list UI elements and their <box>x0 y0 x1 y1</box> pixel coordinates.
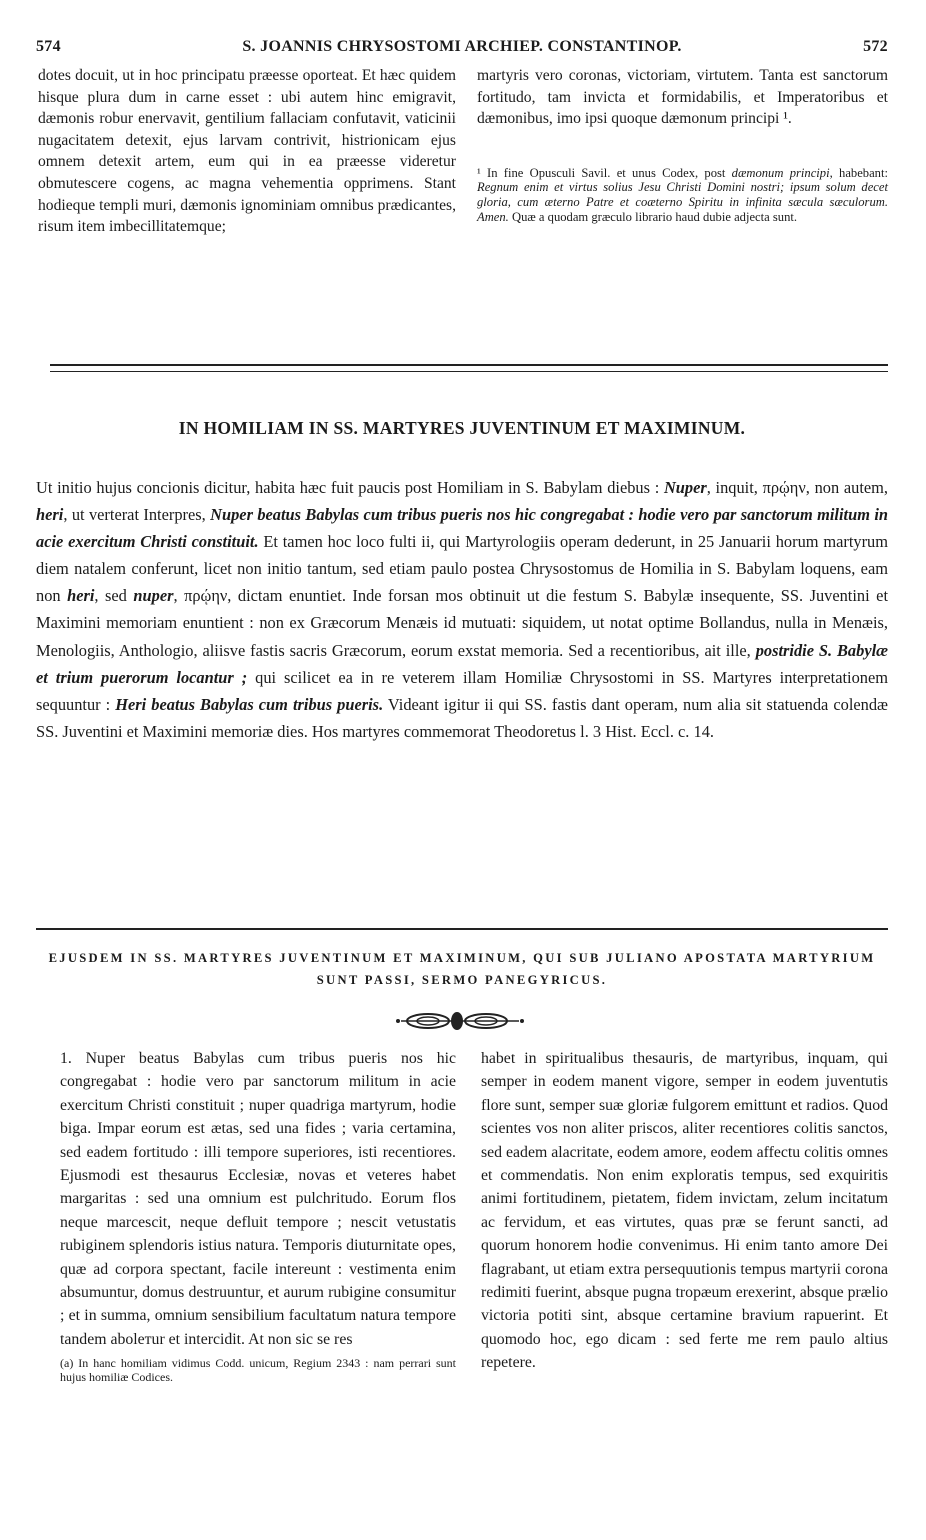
section-divider <box>36 928 888 930</box>
top-right-column <box>477 65 888 224</box>
page-number-right: 572 <box>863 38 888 55</box>
running-head <box>36 35 888 59</box>
top-footnote: ¹ In fine Opusculi Savil. et unus Codex, post dæmonum principi, habebant: Regnum enim et virtus solius Jesu Christi Domini nostri; ipsum solum decet gloria, cum æterno Patre et coæterno Spiritu in infinita sæcula sæculorum. Amen. Quæ a quodam græculo librario haud dubie adjecta sunt. <box>477 165 888 224</box>
running-title: S. JOANNIS CHRYSOSTOMI ARCHIEP. CONSTANTINOP. <box>242 38 682 55</box>
intro-paragraph: Ut initio hujus concionis dicitur, habita hæc fuit paucis post Homiliam in S. Babylam diebus : Nuper, inquit, πρῴην, non autem, heri, ut verterat Interpres, Nuper beatus Babylas cum tribus pueris nos hic congregabat : hodie vero par sanctorum militum in acie exercitum Christi constituit. Et tamen hoc loco fulti ii, qui Martyrologiis operam dederunt, in 25 Januarii horum martyrum diem natalem conferunt, licet non initio tantum, sed etiam paulo postea Chrysostomus de Homilia in S. Babylam loquens, eam non heri, sed nuper, πρῴην, dictam enuntiet. Inde forsan mos obtinuit ut die festum S. Babylæ insequente, SS. Juventini et Maximini memoriam enuntient : non ex Græcorum Menæis id mutuati: siquidem, ut notat optime Bollandus, nulla in Menæis, Menologiis, Anthologio, aliisve fastis sacris Græcorum, eorum exstat memoria. Sed a recentioribus, ait ille, postridie S. Babylæ et trium puerorum locantur ; qui scilicet ea in re veterem illam Homiliæ Chrysostomi in SS. Martyres interpretationem sequuntur : Heri beatus Babylas cum tribus pueris. Videant igitur ii qui SS. fastis dant operam, num alia sit statuenda colendæ SS. Juventini et Maximini memoriæ dies. Hos martyres commemorat Theodoretus l. 3 Hist. Eccl. c. 14. <box>36 478 889 741</box>
sermon-footnote: (a) In hanc homiliam vidimus Codd. unicum, Regium 2343 : nam perrari sunt hujus homiliæ Codices. <box>60 1356 456 1384</box>
top-left-column <box>38 65 456 238</box>
sermon-right-text: habet in spiritualibus thesauris, de martyribus, inquam, qui semper in eodem manent vigore, semper in eodem juventutis flore sunt, semper suæ gloriæ fulgorem emittunt et radios. Quod scientes vos non aliter priscos, aliter recentiores colitis sanctos, sed eadem alacritate, eodem amore, eodem affectu colitis omnes et commendatis. Non enim exploratis tempus, sed exquiritis animi fortitudinem, pietatem, fidem invictam, zelum incitatum ac fervidum, et eas virtutes, quas præ se ferunt sancti, ad quorum honorem hodie convenimus. Hi enim tanto amore Dei flagrabant, ut etiam extra persequutionis tempus martyrii corona redimiti fuerint, absque pugna tropæum erexerint, absque prælio victoria potiti sint, absque certamine bravium rapuerint. Et quomodo hoc, ego dicam : sed ferte me rem paulo altius repetere. <box>481 1050 888 1372</box>
page-number-left: 574 <box>36 38 61 55</box>
sermon-right-column <box>481 1047 888 1375</box>
section-divider-double <box>50 364 888 372</box>
ornament-flourish <box>395 1009 525 1033</box>
section-title: IN HOMILIAM IN SS. MARTYRES JUVENTINUM ET MAXIMINUM. <box>178 418 746 438</box>
sermon-left-text: 1. Nuper beatus Babylas cum tribus pueris nos hic congregabat : hodie vero par sanctorum militum in acie exercitum Christi constituit ; nuper quadriga martyrum, hodie biga. Impar eorum est ætas, sed una fides ; varia certamina, sed eadem fortitudo : illi tempore superiores, isti recentiores. Ejusmodi est thesaurus Ecclesiæ, novas et veteres habet margaritas : sed una omnium est pulchritudo. Eorum flos neque marcescit, neque defluit tempore ; nescit vetustatis rubiginem splendoris istius natura. Temporis diuturnitate opes, quæ ad corpora spectant, facile intereunt : vestimenta enim absumuntur, domus destruuntur, et aurum rubigine consumitur ; et in summa, omnium sensibilium facultatum natura tempore tandem abolетur et intercidit. At non sic se res <box>60 1050 456 1348</box>
sermon-left-column <box>60 1047 456 1384</box>
top-left-text: dotes docuit, ut in hoc principatu præesse oporteat. Et hæc quidem hisque plura dum in carne esset : ubi autem hinc emigravit, dæmonis robur enervavit, gentilium fallaciam confutavit, vaticinii nugacitatem detexit, ejus larvam contrivit, histrionicam ejus omnem detexit artem, eum qui in ea præesse videretur obmutescere cogens, ac magna vehementia opprimens. Stant hodieque templi muri, dæmonis ignominiam omnibus prædicantes, risum item imbecillitatemque; <box>38 67 456 236</box>
sermon-title: EJUSDEM IN SS. MARTYRES JUVENTINUM ET MAXIMINUM, QUI SUB JULIANO APOSTATA MARTYRIUM SUNT PASSI, SERMO PANEGYRICUS. <box>48 951 876 987</box>
top-right-text: martyris vero coronas, victoriam, virtutem. Tanta est sanctorum fortitudo, tam invicta et formidabilis, et Imperatoribus et dæmonibus, imo ipsi quoque dæmonum principi ¹. <box>477 67 888 128</box>
